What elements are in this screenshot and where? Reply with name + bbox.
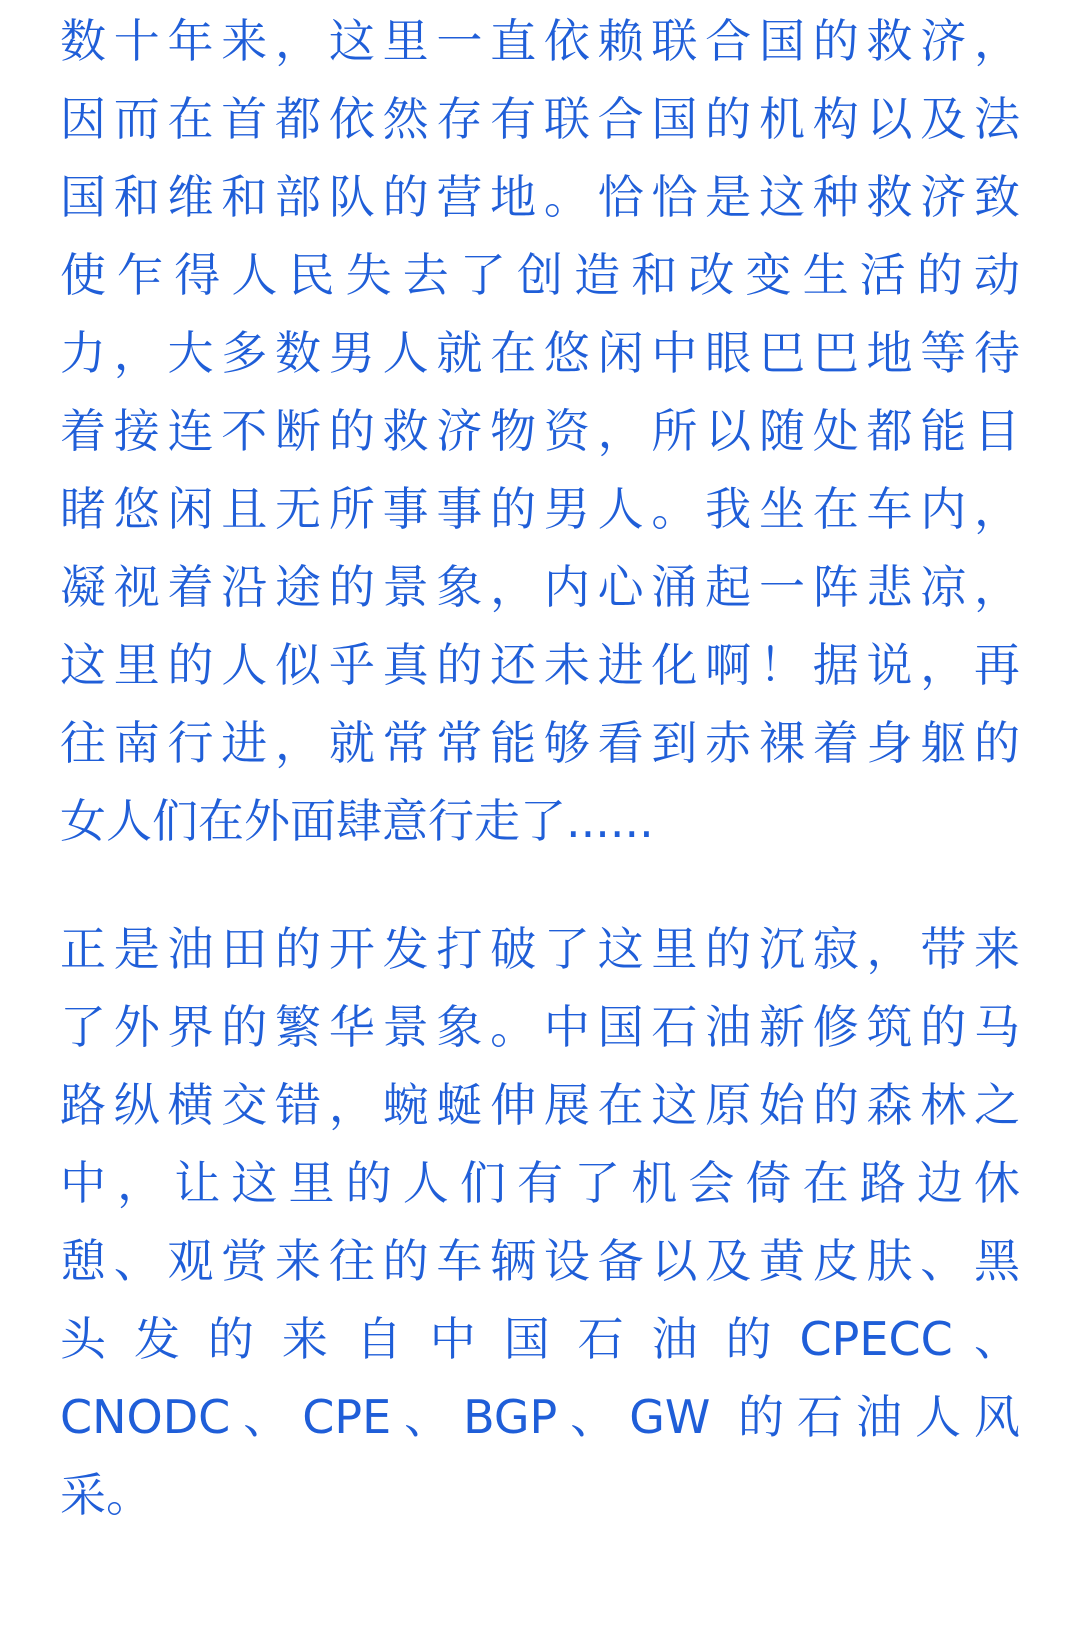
text-line: 使乍得人民失去了创造和改变生活的动 bbox=[60, 248, 1020, 302]
text-line: 数十年来，这里一直依赖联合国的救济， bbox=[60, 14, 1020, 68]
text-line: 中，让这里的人们有了机会倚在路边休 bbox=[60, 1156, 1020, 1210]
text-line: 国和维和部队的营地。恰恰是这种救济致 bbox=[60, 170, 1020, 224]
text-line: CNODC、CPE、BGP、GW 的石油人风 bbox=[60, 1390, 1020, 1444]
paragraph-2 bbox=[60, 910, 1020, 1534]
text-line: 了外界的繁华景象。中国石油新修筑的马 bbox=[60, 1000, 1020, 1054]
paragraph-1 bbox=[60, 2, 1020, 860]
text-line: 因而在首都依然存有联合国的机构以及法 bbox=[60, 92, 1020, 146]
text-line: 头 发 的 来 自 中 国 石 油 的 CPECC 、 bbox=[60, 1312, 1020, 1366]
text-line: 采。 bbox=[60, 1468, 152, 1522]
text-line: 女人们在外面肆意行走了...... bbox=[60, 794, 654, 848]
text-line: 正是油田的开发打破了这里的沉寂，带来 bbox=[60, 922, 1020, 976]
text-line: 路纵横交错，蜿蜒伸展在这原始的森林之 bbox=[60, 1078, 1020, 1132]
text-line: 这里的人似乎真的还未进化啊！据说，再 bbox=[60, 638, 1020, 692]
text-line: 力，大多数男人就在悠闲中眼巴巴地等待 bbox=[60, 326, 1020, 380]
text-line: 睹悠闲且无所事事的男人。我坐在车内， bbox=[60, 482, 1020, 536]
text-line: 往南行进，就常常能够看到赤裸着身躯的 bbox=[60, 716, 1020, 770]
text-line: 着接连不断的救济物资，所以随处都能目 bbox=[60, 404, 1020, 458]
text-line: 凝视着沿途的景象，内心涌起一阵悲凉， bbox=[60, 560, 1020, 614]
text-line: 憩、观赏来往的车辆设备以及黄皮肤、黑 bbox=[60, 1234, 1020, 1288]
